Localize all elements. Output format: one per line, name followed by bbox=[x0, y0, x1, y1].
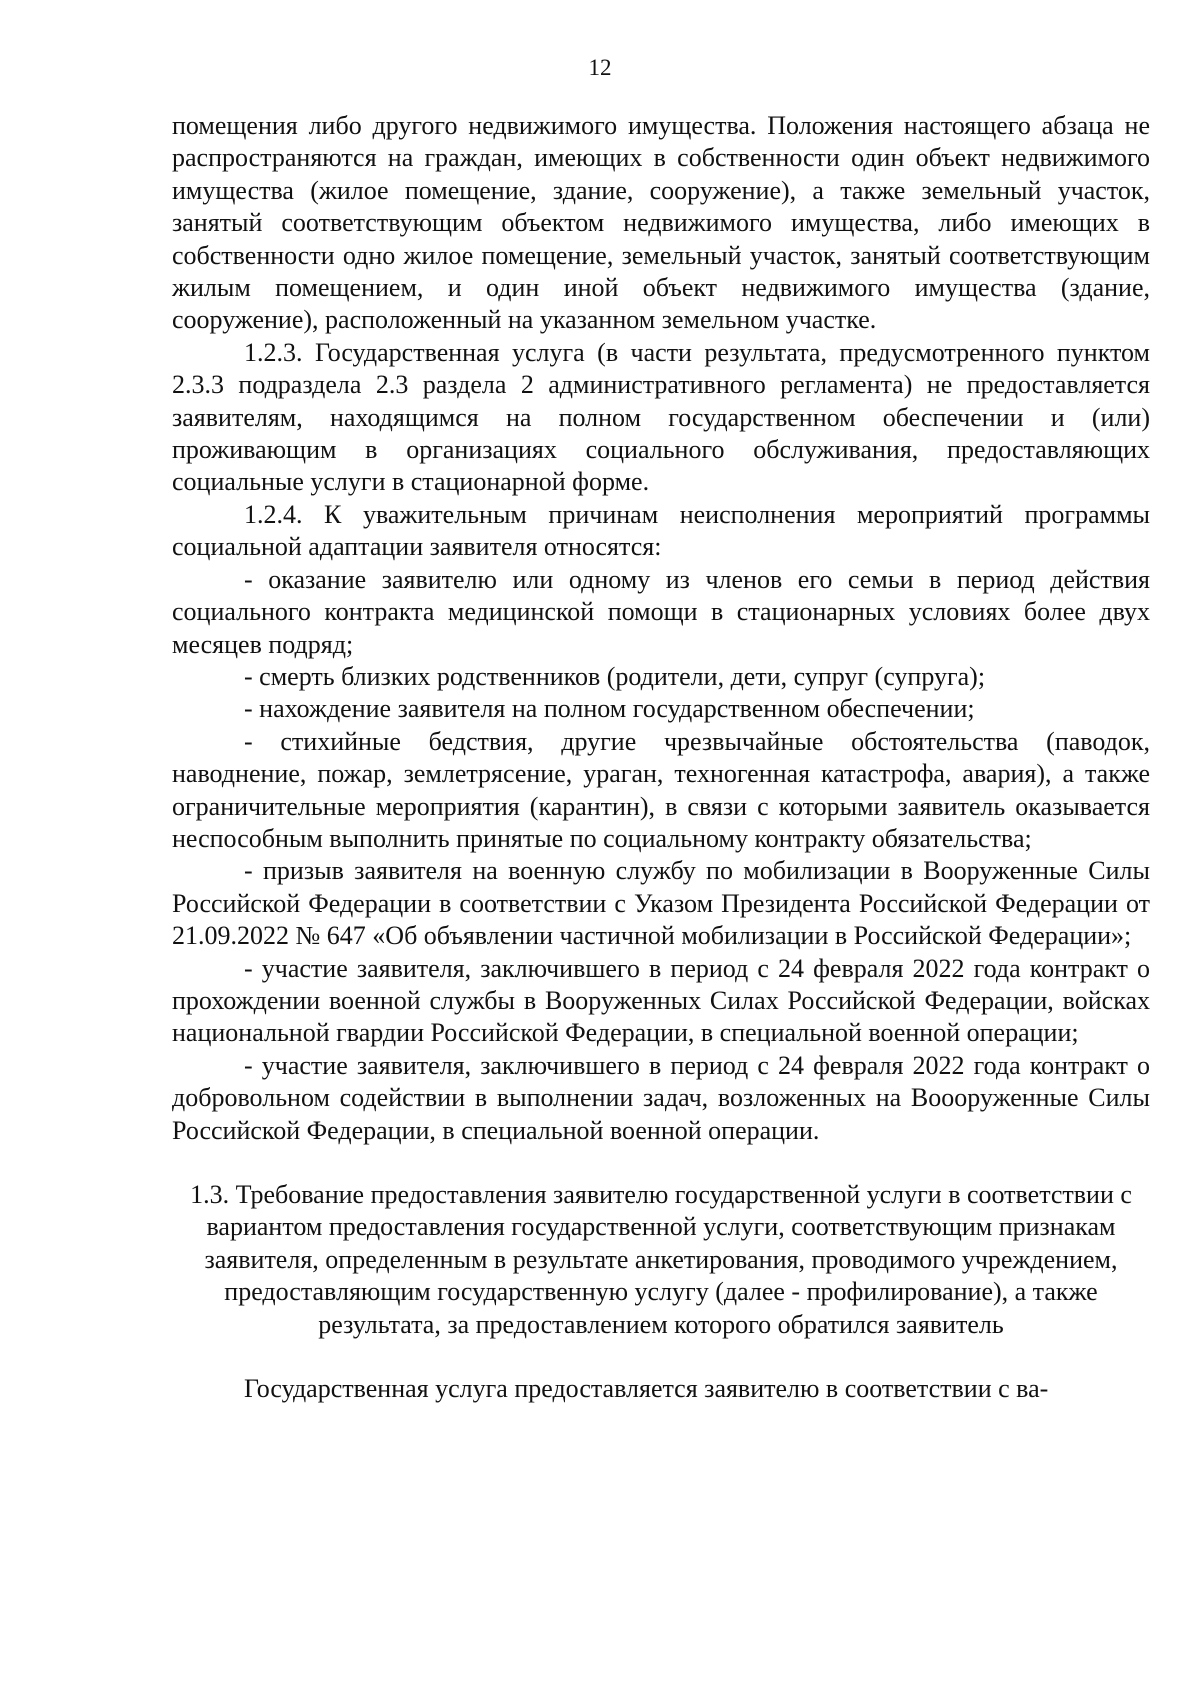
page-number: 12 bbox=[588, 55, 612, 80]
list-item: - оказание заявителю или одному из членов его семьи в период действия социального контракта медицинской помощи в стационарных условиях более двух месяцев подряд; bbox=[172, 564, 1150, 659]
list-item: - смерть близких родственников (родители, дети, супруг (супруга); bbox=[244, 661, 986, 691]
list-item: - призыв заявителя на военную службу по мобилизации в Вооруженные Силы Российской Федерации в соответствии с Указом Президента Российской Федерации от 21.09.2022 № 647 «Об объявлении частичной мобилизации в Российской Федерации»; bbox=[172, 856, 1150, 951]
paragraph-1-2-4: 1.2.4. К уважительным причинам неисполнения мероприятий программы социальной адаптации заявителя относятся: bbox=[172, 499, 1150, 562]
paragraph-continuation: помещения либо другого недвижимого имущества. Положения настоящего абзаца не распространяются на граждан, имеющих в собственности один объект недвижимого имущества (жилое помещение, здание, сооружение), а также земельный участок, занятый соответствующим объектом недвижимого имущества, либо имеющих в собственности одно жилое помещение, земельный участок, занятый соответствующим жилым помещением, и один иной объект недвижимого имущества (здание, сооружение), расположенный на указанном земельном участке. bbox=[172, 111, 1150, 335]
list-item: - участие заявителя, заключившего в период с 24 февраля 2022 года контракт о прохождении военной службы в Вооруженных Силах Российской Федерации, войсках национальной гвардии Российской Федерации, в специальной военной операции; bbox=[172, 953, 1150, 1048]
paragraph-1-2-3: 1.2.3. Государственная услуга (в части результата, предусмотренного пунктом 2.3.3 подраздела 2.3 раздела 2 административного регламента) не предоставляется заявителям, находящимся на полном государственном обеспечении и (или) проживающим в организациях социального обслуживания, предоставляющих социальные услуги в стационарной форме. bbox=[172, 337, 1150, 497]
list-item: - нахождение заявителя на полном государственном обеспечении; bbox=[244, 694, 975, 724]
list-item: - участие заявителя, заключившего в период с 24 февраля 2022 года контракт о добровольном содействии в выполнении задач, возложенных на Воооруженные Силы Российской Федерации, в специальной военной операции. bbox=[172, 1050, 1150, 1145]
list-item: - стихийные бедствия, другие чрезвычайные обстоятельства (паводок, наводнение, пожар, землетрясение, ураган, техногенная катастрофа, авария), а также ограничительные мероприятия (карантин), в связи с которыми заявитель оказывается неспособным выполнить принятые по социальному контракту обязательства; bbox=[172, 726, 1150, 853]
section-heading-1-3: 1.3. Требование предоставления заявителю государственной услуги в соответствии с вариантом предоставления государственной услуги, соответствующим признакам заявителя, определенным в результате анкетирования, проводимого учреждением, предоставляющим государственную услугу (далее - профилирование), а также результата, за предоставлением которого обратился заявитель bbox=[190, 1180, 1132, 1339]
paragraph-last: Государственная услуга предоставляется заявителю в соответствии с ва- bbox=[244, 1374, 1049, 1404]
document-body bbox=[172, 110, 1150, 1405]
